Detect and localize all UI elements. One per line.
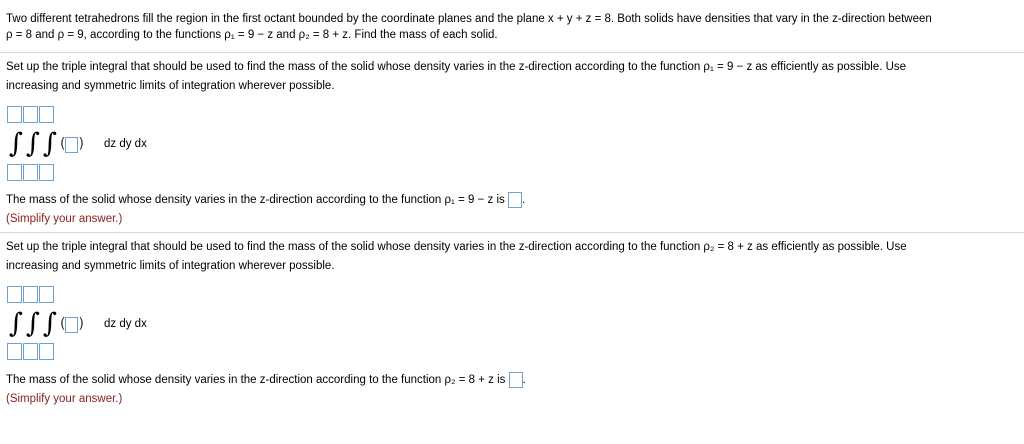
part1-mass-prompt: The mass of the solid whose density varies in the z-direction according to the function ρ₁ = 9 − z is <box>6 194 505 206</box>
part2-middle-lower-limit-input[interactable] <box>23 343 38 360</box>
part2-inner-lower-limit-input[interactable] <box>39 343 54 360</box>
part2-mass-question <box>6 371 1018 409</box>
part1-instruction-line-2: increasing and symmetric limits of integration wherever possible. <box>6 80 335 92</box>
part1-integral-signs <box>9 128 60 160</box>
part1-instruction-line-1: Set up the triple integral that should be used to find the mass of the solid whose density varies in the z-direction according to the function ρ₁ = 9 − z as efficiently as possible. Use <box>6 61 907 73</box>
part2-integral-signs <box>9 308 60 340</box>
open-paren: ( <box>60 316 66 332</box>
close-paren: ) <box>78 136 84 152</box>
part1-instructions <box>6 58 1018 96</box>
part1-inner-upper-limit-input[interactable] <box>39 106 54 123</box>
part1-mass-line <box>6 191 1018 210</box>
part1-mass-question <box>6 191 1018 229</box>
part2-mass-line <box>6 371 1018 390</box>
part1-simplify-hint: (Simplify your answer.) <box>6 213 123 225</box>
integral-sign-icon: ∫ <box>9 308 24 339</box>
close-paren: ) <box>78 316 84 332</box>
part2-instructions <box>6 238 1018 276</box>
part2-lower-limits <box>7 343 55 363</box>
part2-mass-prompt: The mass of the solid whose density varies in the z-direction according to the function ρ₂ = 8 + z is <box>6 374 506 386</box>
part1-outer-upper-limit-input[interactable] <box>7 106 22 123</box>
divider <box>0 52 1024 53</box>
part1-mass-answer-input[interactable] <box>508 192 522 208</box>
part1-middle-upper-limit-input[interactable] <box>23 106 38 123</box>
period: . <box>522 374 526 386</box>
part1-middle-lower-limit-input[interactable] <box>23 164 38 181</box>
problem-line-2: ρ = 8 and ρ = 9, according to the functions ρ₁ = 9 − z and ρ₂ = 8 + z. Find the mass of each solid. <box>6 29 498 41</box>
part2-mass-answer-input[interactable] <box>509 372 523 388</box>
part2-inner-upper-limit-input[interactable] <box>39 286 54 303</box>
integral-sign-icon: ∫ <box>43 308 58 339</box>
problem-statement <box>0 0 1024 52</box>
part1-outer-lower-limit-input[interactable] <box>7 164 22 181</box>
part2-differentials: dz dy dx <box>104 318 147 330</box>
part1-upper-limits <box>7 106 55 126</box>
problem-line-1: Two different tetrahedrons fill the region in the first octant bounded by the coordinate planes and the plane x + y + z = 8. Both solids have densities that vary in the z-direction between <box>6 13 932 25</box>
open-paren: ( <box>60 136 66 152</box>
part2-upper-limits <box>7 286 55 306</box>
integral-sign-icon: ∫ <box>9 128 24 159</box>
part2-outer-upper-limit-input[interactable] <box>7 286 22 303</box>
part2-instruction-line-2: increasing and symmetric limits of integration wherever possible. <box>6 260 335 272</box>
part1-integrand <box>60 135 84 153</box>
part2-integrand-input[interactable] <box>65 317 78 333</box>
integral-sign-icon: ∫ <box>43 128 58 159</box>
part2-instruction-line-1: Set up the triple integral that should be used to find the mass of the solid whose density varies in the z-direction according to the function ρ₂ = 8 + z as efficiently as possible. Use <box>6 241 907 253</box>
divider <box>0 232 1024 233</box>
part2-outer-lower-limit-input[interactable] <box>7 343 22 360</box>
integral-sign-icon: ∫ <box>26 308 41 339</box>
integral-sign-icon: ∫ <box>26 128 41 159</box>
part2-simplify-hint: (Simplify your answer.) <box>6 393 123 405</box>
part1-inner-lower-limit-input[interactable] <box>39 164 54 181</box>
part1-lower-limits <box>7 164 55 184</box>
part1-differentials: dz dy dx <box>104 138 147 150</box>
period: . <box>522 194 526 206</box>
part2-middle-upper-limit-input[interactable] <box>23 286 38 303</box>
part1-integrand-input[interactable] <box>65 137 78 153</box>
part2-integrand <box>60 315 84 333</box>
